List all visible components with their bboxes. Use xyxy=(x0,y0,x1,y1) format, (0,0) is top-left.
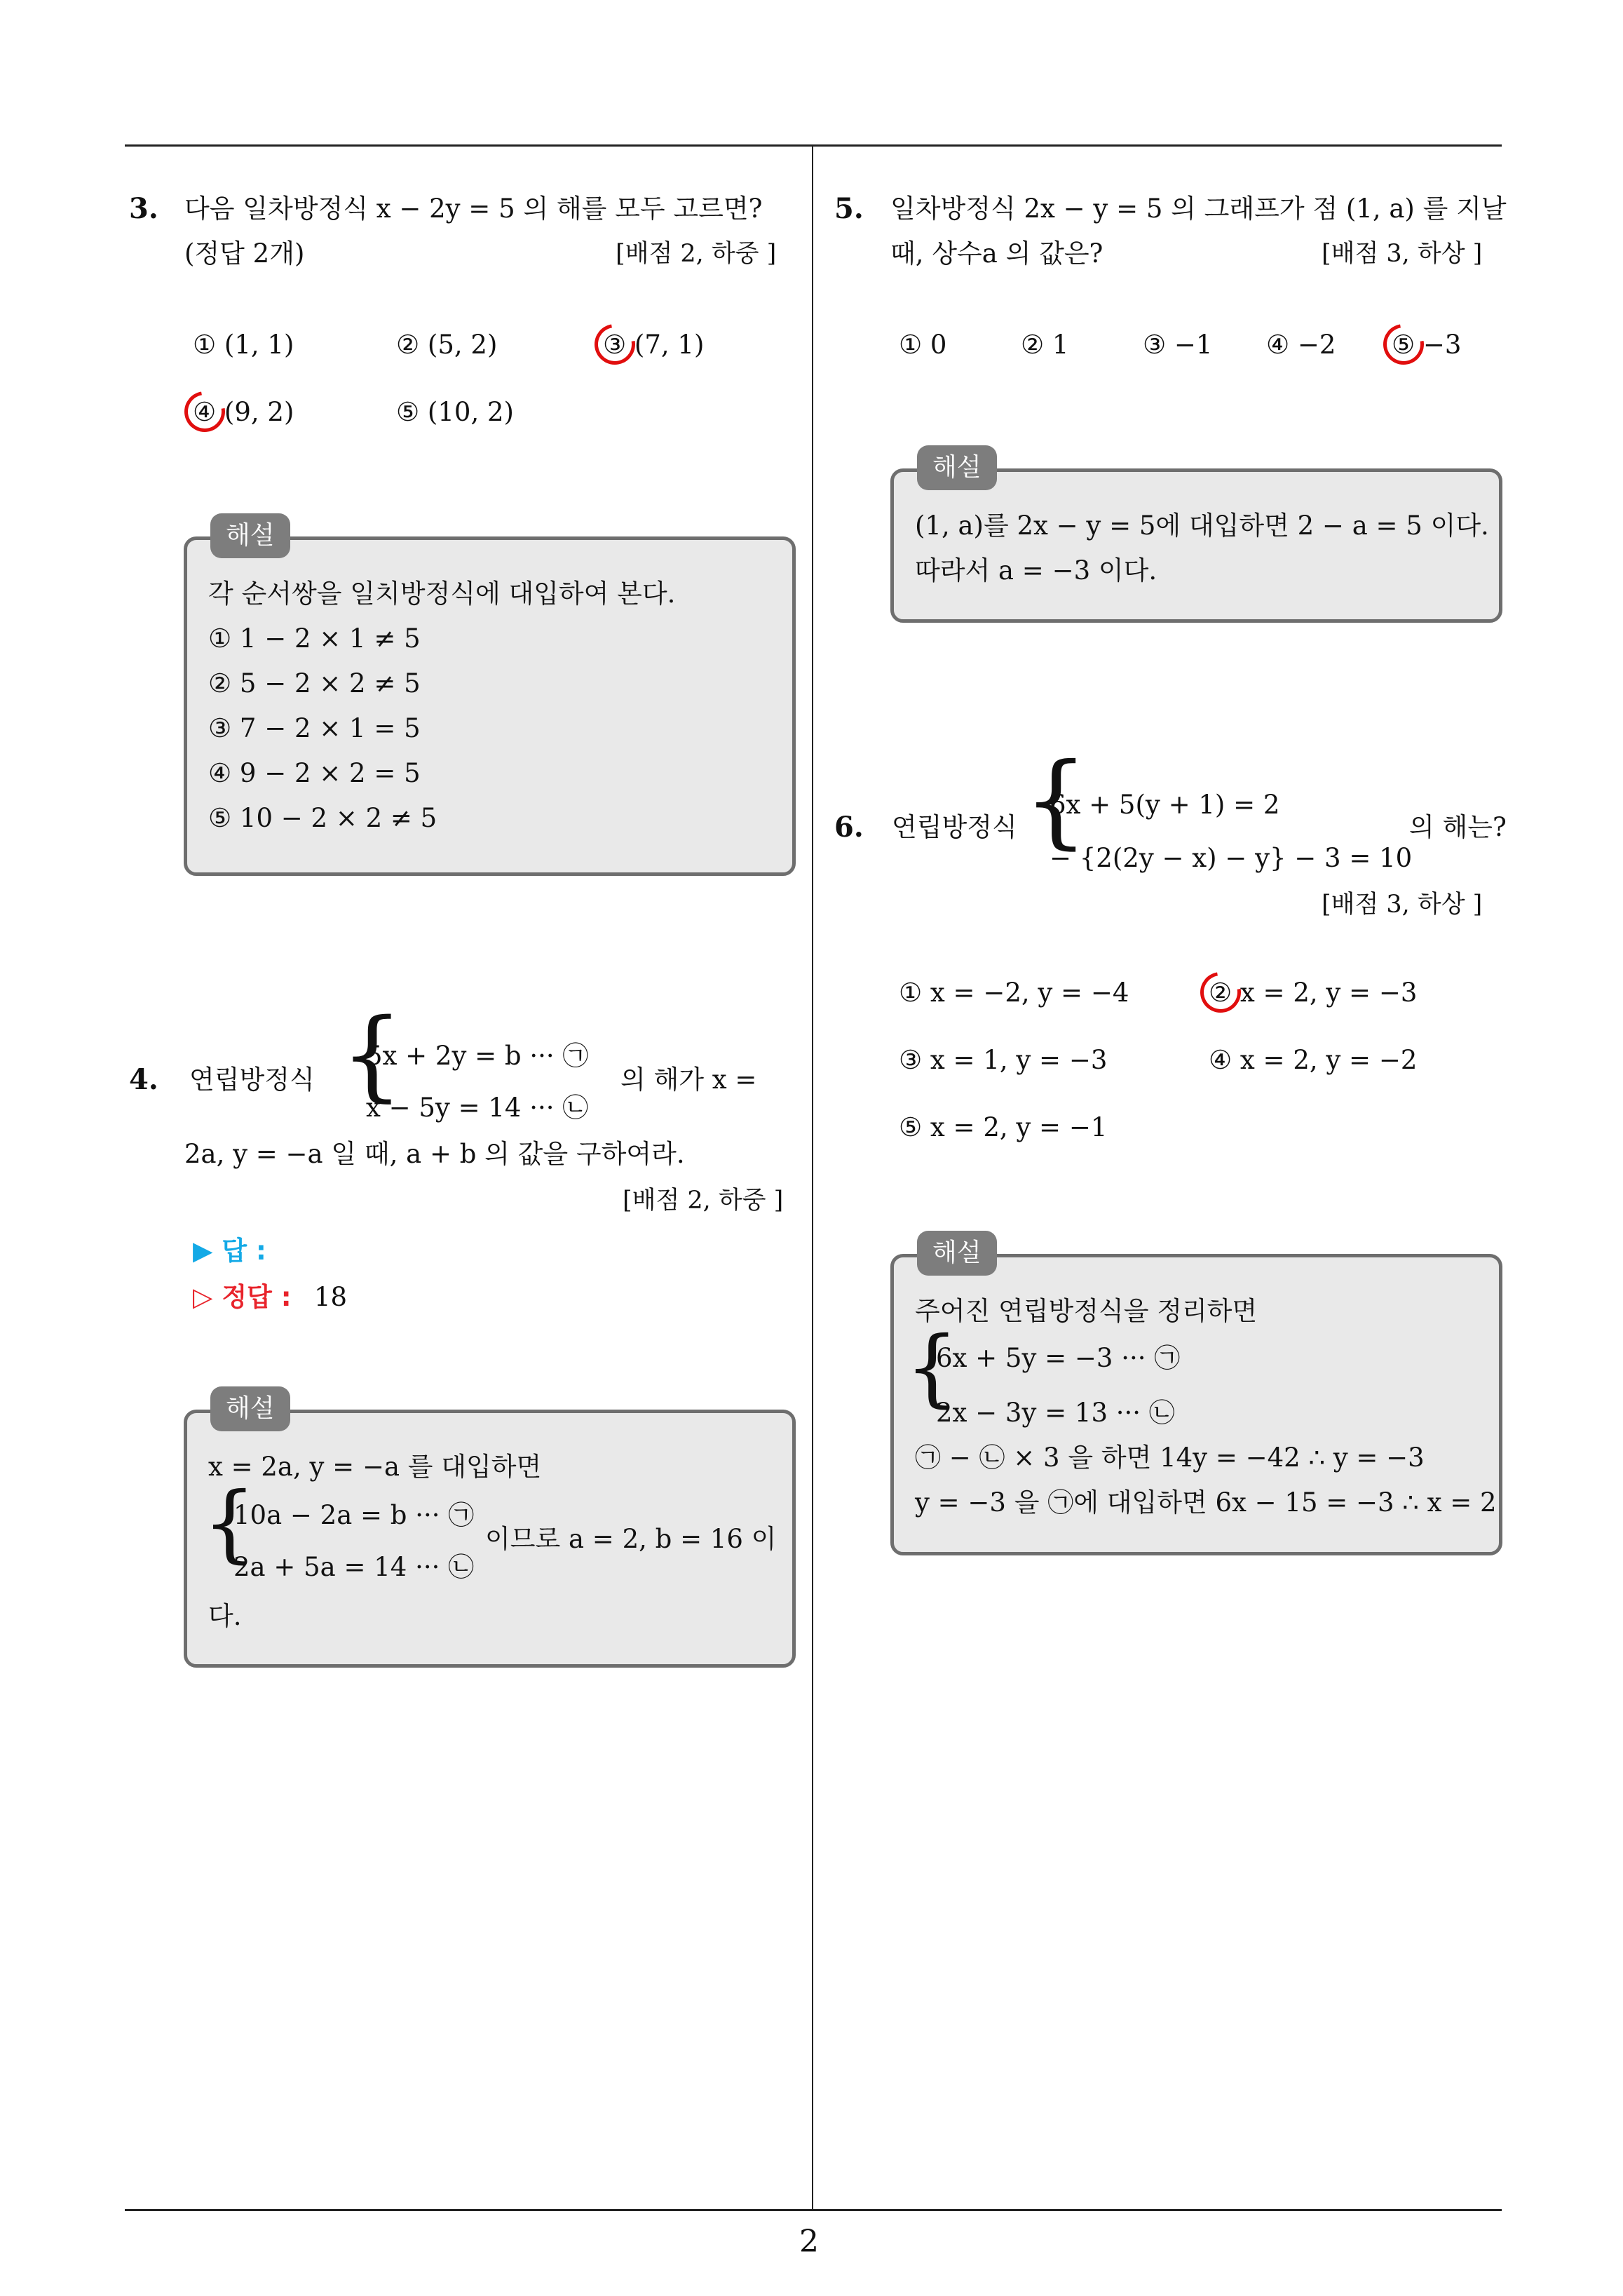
solution-tag: 해설 xyxy=(917,445,997,490)
system-equation: 5x + 2y = b ··· ㉠ xyxy=(366,1041,589,1071)
choice-4[interactable]: ④ x = 2, y = −2 xyxy=(1209,1045,1418,1075)
solution-line: ③ 7 − 2 × 1 = 5 xyxy=(208,713,421,743)
question-text: 연립방정식 xyxy=(892,812,1017,842)
solution-line: (1, a)를 2x − y = 5에 대입하면 2 − a = 5 이다. xyxy=(915,511,1489,541)
score-meta: [배점 2, 하중 ] xyxy=(616,240,777,268)
question-number: 3. xyxy=(129,192,158,225)
solution-line: 각 순서쌍을 일치방정식에 대입하여 본다. xyxy=(208,579,676,609)
question-number: 4. xyxy=(129,1063,158,1096)
choice-5[interactable]: ⑤ −3 xyxy=(1392,330,1462,360)
solution-line: ② 5 − 2 × 2 ≠ 5 xyxy=(208,668,421,698)
solution-box xyxy=(184,1410,796,1668)
question-text: (정답 2개) xyxy=(184,238,305,269)
choice-3[interactable]: ③ −1 xyxy=(1143,330,1213,360)
choice-4[interactable]: ④ −2 xyxy=(1266,330,1336,360)
choice-2[interactable]: ② x = 2, y = −3 xyxy=(1209,978,1418,1008)
choice-3[interactable]: ③ (7, 1) xyxy=(603,330,705,360)
question-text: 일차방정식 2x − y = 5 의 그래프가 점 (1, a) 를 지날 xyxy=(890,194,1507,224)
question-text: 2a, y = −a 일 때, a + b 의 값을 구하여라. xyxy=(184,1139,685,1169)
system-equation: 2a + 5a = 14 ··· ㉡ xyxy=(233,1552,475,1582)
system-equation: 2x − 3y = 13 ··· ㉡ xyxy=(936,1398,1175,1428)
answer-label: ▶ 답 : xyxy=(193,1236,266,1266)
system-brace: { xyxy=(1024,741,1089,860)
solution-box xyxy=(890,468,1502,623)
choice-2[interactable]: ② (5, 2) xyxy=(396,330,498,360)
score-meta: [배점 3, 하상 ] xyxy=(1322,240,1483,268)
system-equation: − {2(2y − x) − y} − 3 = 10 xyxy=(1050,843,1413,873)
solution-line: y = −3 을 ㉠에 대입하면 6x − 15 = −3 ∴ x = 2 xyxy=(915,1487,1497,1518)
correct-answer-value: 18 xyxy=(314,1282,348,1312)
choice-5[interactable]: ⑤ x = 2, y = −1 xyxy=(899,1112,1108,1142)
solution-tag: 해설 xyxy=(917,1231,997,1276)
question-number: 5. xyxy=(834,192,864,225)
solution-line: x = 2a, y = −a 를 대입하면 xyxy=(208,1452,542,1482)
top-rule xyxy=(125,144,1502,147)
system-equation: x − 5y = 14 ··· ㉡ xyxy=(366,1093,589,1123)
question-text: 연립방정식 xyxy=(189,1065,315,1095)
choice-3[interactable]: ③ x = 1, y = −3 xyxy=(899,1045,1108,1075)
solution-line: ⑤ 10 − 2 × 2 ≠ 5 xyxy=(208,803,437,833)
solution-line: 따라서 a = −3 이다. xyxy=(915,555,1157,586)
solution-line: 주어진 연립방정식을 정리하면 xyxy=(915,1296,1258,1326)
choice-4[interactable]: ④ (9, 2) xyxy=(193,397,294,427)
solution-line: ㉠ − ㉡ × 3 을 하면 14y = −42 ∴ y = −3 xyxy=(915,1443,1425,1473)
score-meta: [배점 3, 하상 ] xyxy=(1322,891,1483,919)
question-text: 다음 일차방정식 x − 2y = 5 의 해를 모두 고르면? xyxy=(184,194,763,224)
solution-line: ④ 9 − 2 × 2 = 5 xyxy=(208,758,421,788)
page-number: 2 xyxy=(799,2224,819,2260)
choice-1[interactable]: ① x = −2, y = −4 xyxy=(899,978,1129,1008)
system-equation: 6x + 5(y + 1) = 2 xyxy=(1050,790,1280,820)
system-brace: { xyxy=(905,1319,959,1417)
choice-1[interactable]: ① (1, 1) xyxy=(193,330,294,360)
choice-1[interactable]: ① 0 xyxy=(899,330,947,360)
solution-tag: 해설 xyxy=(210,513,290,558)
solution-tag: 해설 xyxy=(210,1386,290,1431)
solution-line: 이므로 a = 2, b = 16 이 xyxy=(485,1524,777,1554)
question-number: 6. xyxy=(834,811,864,844)
system-equation: 6x + 5y = −3 ··· ㉠ xyxy=(936,1343,1181,1373)
solution-line: ① 1 − 2 × 1 ≠ 5 xyxy=(208,623,421,654)
choice-2[interactable]: ② 1 xyxy=(1021,330,1069,360)
question-text: 의 해가 x = xyxy=(620,1065,757,1095)
score-meta: [배점 2, 하중 ] xyxy=(623,1187,784,1215)
solution-box xyxy=(890,1254,1502,1555)
question-text: 의 해는? xyxy=(1409,812,1507,842)
question-text: 때, 상수a 의 값은? xyxy=(890,238,1103,269)
column-divider xyxy=(812,144,813,2210)
system-brace: { xyxy=(203,1475,257,1572)
solution-box xyxy=(184,536,796,876)
correct-answer-label: ▷ 정답 : xyxy=(193,1282,292,1312)
bottom-rule xyxy=(125,2209,1502,2211)
solution-line: 다. xyxy=(208,1601,242,1631)
choice-5[interactable]: ⑤ (10, 2) xyxy=(396,397,514,427)
system-equation: 10a − 2a = b ··· ㉠ xyxy=(233,1500,475,1530)
system-brace: { xyxy=(341,998,404,1112)
